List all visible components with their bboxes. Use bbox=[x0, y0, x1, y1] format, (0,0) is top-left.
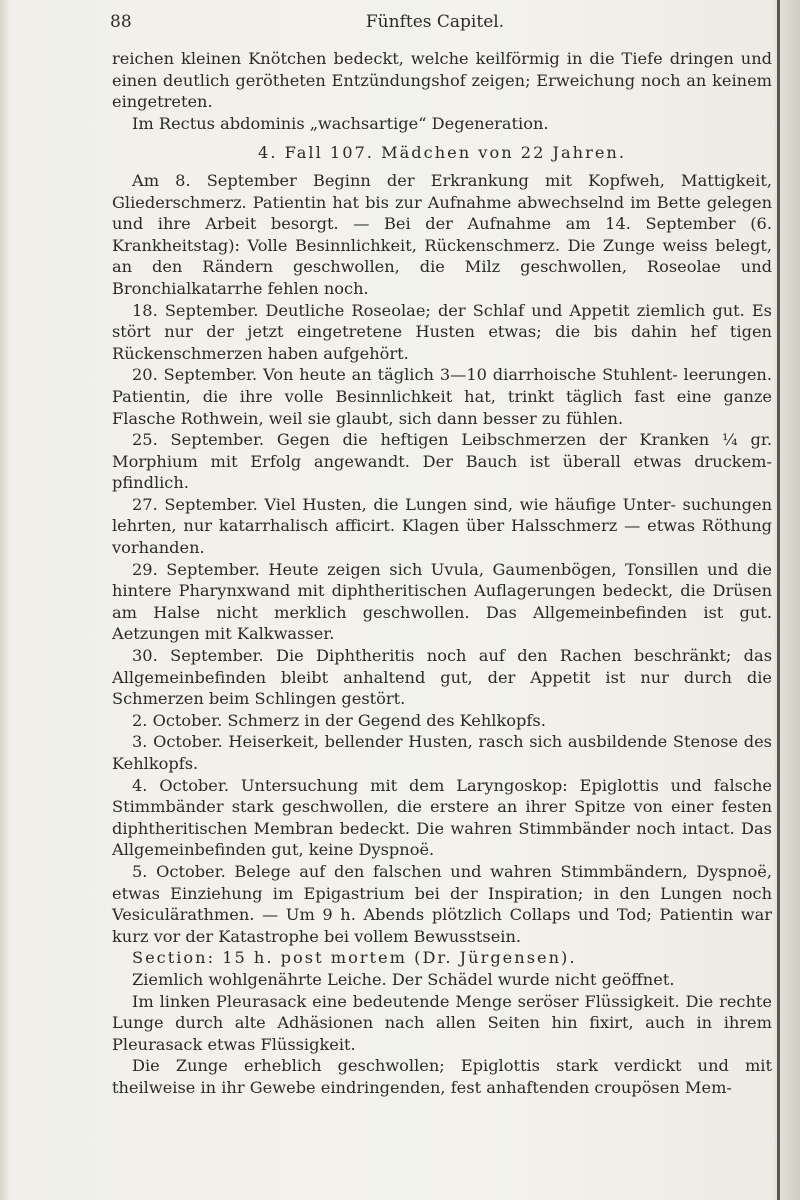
paragraph: 2. October. Schmerz in der Gegend des Kehlkopfs. bbox=[132, 710, 546, 730]
binding-line bbox=[777, 0, 780, 1200]
paragraph: 27. September. Viel Husten, die Lungen sind, wie häufige Unter- suchungen lehrten, nur katarrhalisch afficirt. Klagen über Halsschmerz — etwas Röthung vorhanden. bbox=[112, 494, 772, 558]
paragraph: 30. September. Die Diphtheritis noch auf den Rachen beschränkt; das Allgemeinbefinden bleibt anhaltend gut, der Appetit ist nur durch die Schmerzen beim Schlingen gestört. bbox=[112, 646, 772, 709]
paragraph: Die Zunge erheblich geschwollen; Epiglottis stark verdickt und mit theilweise in ihr Gewebe eindringenden, fest anhaftenden croupösen Mem- bbox=[112, 1056, 772, 1097]
page-body bbox=[112, 48, 772, 1099]
paragraph: reichen kleinen Knötchen bedeckt, welche keilförmig in die Tiefe dringen und einen deutlich gerötheten Entzündungshof zeigen; Erweichung noch an keinem eingetreten. bbox=[112, 49, 772, 112]
page-header bbox=[110, 8, 760, 38]
case-heading: 4. Fall 107. Mädchen von 22 Jahren. bbox=[258, 143, 626, 163]
paragraph: Ziemlich wohlgenährte Leiche. Der Schädel wurde nicht geöffnet. bbox=[132, 969, 675, 989]
paragraph: 20. September. Von heute an täglich 3—10 diarrhoische Stuhlent- leerungen. Patientin, die ihre volle Besinnlichkeit hat, trinkt täglich fast eine ganze Flasche Rothwein, weil sie glaubt, sich dann besser zu fühlen. bbox=[112, 365, 772, 428]
paragraph: 25. September. Gegen die heftigen Leibschmerzen der Kranken ¼ gr. Morphium mit Erfolg angewandt. Der Bauch ist überall etwas druckem- pfindlich. bbox=[112, 430, 772, 493]
paragraph: 5. October. Belege auf den falschen und wahren Stimmbändern, Dyspnoë, etwas Einziehung im Epigastrium bei der Inspiration; in den Lungen noch Vesiculärathmen. — Um 9 h. Abends plötzlich Collaps und Tod; Patientin war kurz vor der Katastrophe bei vollem Bewusstsein. bbox=[112, 861, 772, 946]
paragraph: Im linken Pleurasack eine bedeutende Menge seröser Flüssigkeit. Die rechte Lunge durch alte Adhäsionen nach allen Seiten hin fixirt, auch in ihrem Pleurasack etwas Flüssigkeit. bbox=[112, 991, 772, 1054]
page-number: 88 bbox=[110, 12, 132, 32]
page-left-edge bbox=[0, 0, 10, 1200]
running-head: Fünftes Capitel. bbox=[365, 12, 505, 32]
paragraph: 4. October. Untersuchung mit dem Laryngoskop: Epiglottis und falsche Stimmbänder stark geschwollen, die erstere an ihrer Spitze von einer festen diphtheritischen Membran bedeckt. Die wahren Stimmbänder noch intact. Das Allgemeinbefinden gut, keine Dyspnoë. bbox=[112, 775, 772, 860]
section-heading: Section: 15 h. post mortem (Dr. Jürgensen). bbox=[132, 948, 577, 968]
paragraph: 18. September. Deutliche Roseolae; der Schlaf und Appetit ziemlich gut. Es stört nur der jetzt eingetretene Husten etwas; die bis dahin hef tigen Rückenschmerzen haben aufgehört. bbox=[112, 300, 772, 363]
paragraph: 29. September. Heute zeigen sich Uvula, Gaumenbögen, Tonsillen und die hintere Pharynxwand mit diphtheritischen Auflagerungen bedeckt, die Drüsen am Halse nicht merklich geschwollen. Das Allgemeinbefinden ist gut. Aetzungen mit Kalkwasser. bbox=[112, 559, 772, 644]
paragraph: Im Rectus abdominis „wachsartige“ Degeneration. bbox=[132, 113, 549, 133]
paragraph: 3. October. Heiserkeit, bellender Husten, rasch sich ausbildende Stenose des Kehlkopfs. bbox=[112, 732, 772, 773]
paragraph: Am 8. September Beginn der Erkrankung mit Kopfweh, Mattigkeit, Gliederschmerz. Patientin hat bis zur Aufnahme abwechselnd im Bette gelegen und ihre Arbeit besorgt. — Bei der Aufnahme am 14. September (6. Krankheitstag): Volle Besinnlichkeit, Rückenschmerz. Die Zunge weiss belegt, an den Rändern geschwollen, die Milz geschwollen, Roseolae und Bronchialkatarrhe fehlen noch. bbox=[112, 170, 772, 298]
